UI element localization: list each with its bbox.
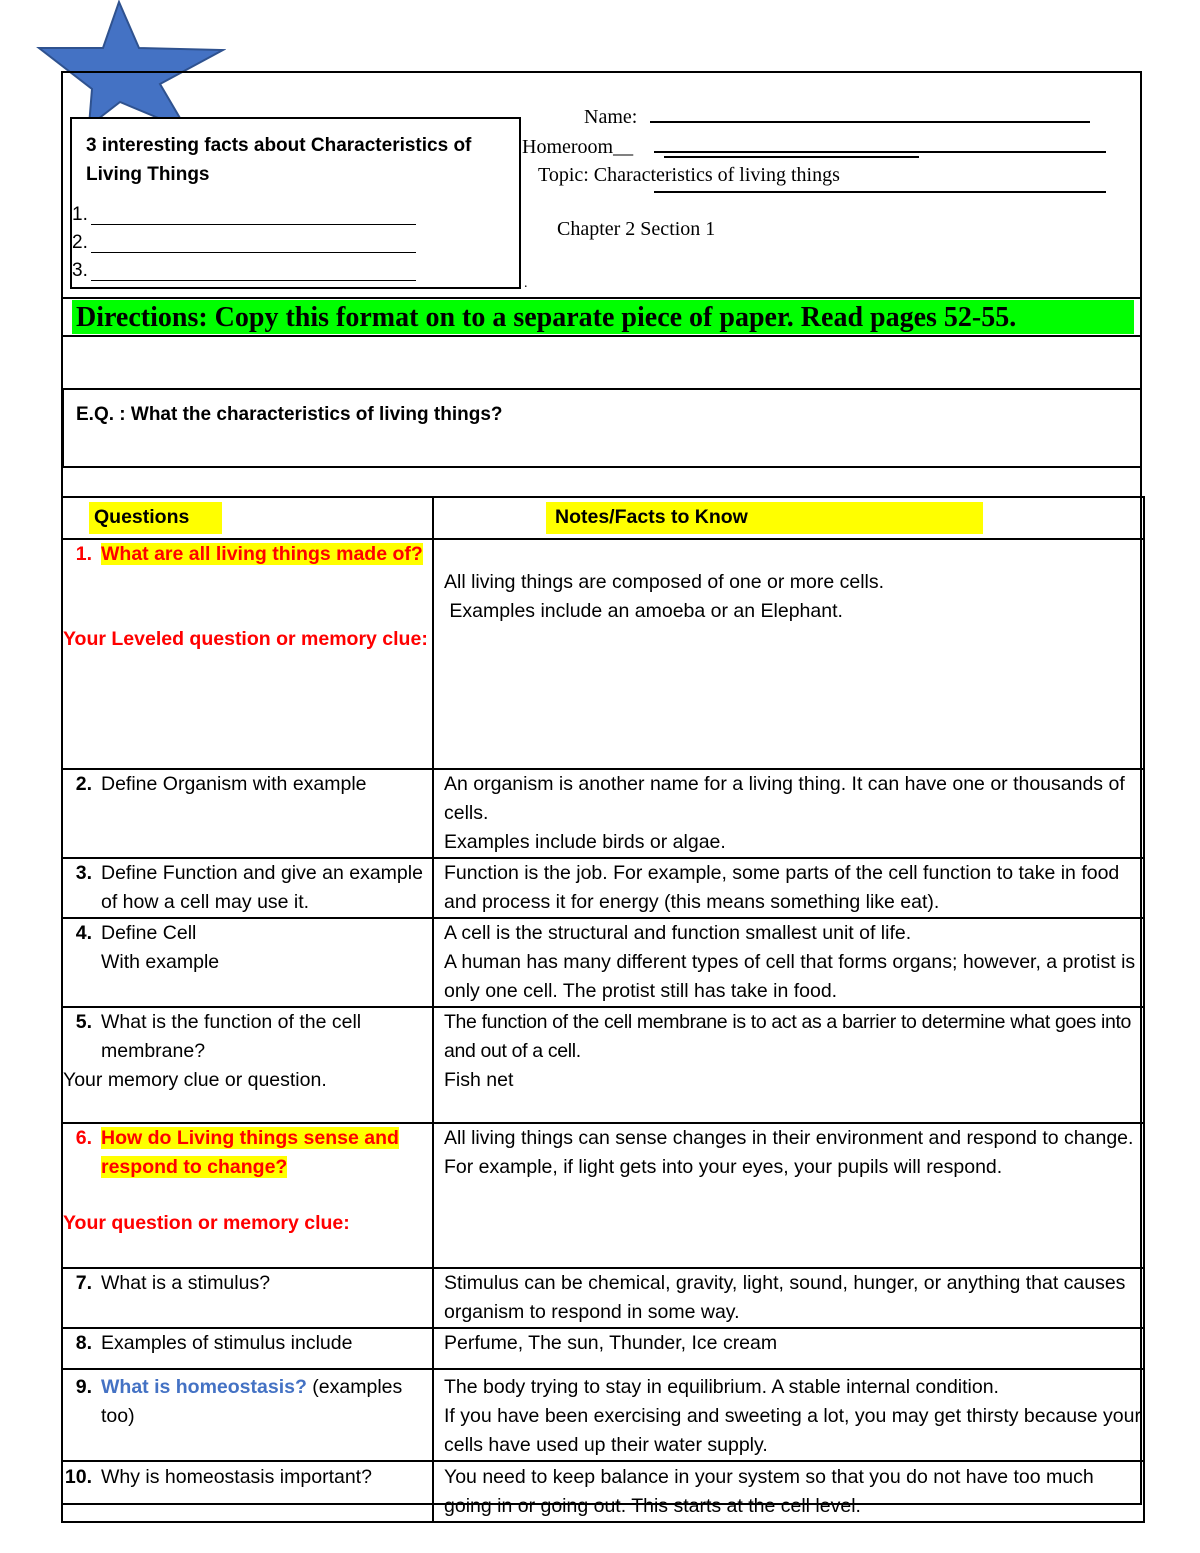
homeroom-field[interactable] xyxy=(654,151,1106,153)
directions-banner xyxy=(62,297,1141,337)
essential-question: E.Q. : What the characteristics of living things? xyxy=(76,404,503,425)
facts-box xyxy=(70,117,521,289)
question-2: Define Organism with example xyxy=(101,773,367,795)
leveled-question-prompt[interactable]: Your Leveled question or memory clue: xyxy=(63,628,428,650)
question-4-line-1: Define Cell xyxy=(101,922,197,944)
answer-2-line-1: An organism is another name for a living thing. It can have one or thousands of cells. xyxy=(444,773,1125,824)
memory-clue-prompt[interactable]: Your memory clue or question. xyxy=(63,1069,327,1091)
question-9: What is homeostasis? xyxy=(101,1376,307,1398)
facts-box-title: 3 interesting facts about Characteristics of Living Things xyxy=(86,135,472,185)
table-row: 10. Why is homeostasis important? You need to keep balance in your system so that you do not have too much going in or going out. This starts at the cell level. xyxy=(62,1461,1144,1522)
question-4-line-2: With example xyxy=(101,951,220,973)
directions-text: Directions: Copy this format on to a separate piece of paper. Read pages 52-55. xyxy=(76,302,1017,333)
table-row: 7. What is a stimulus? Stimulus can be chemical, gravity, light, sound, hunger, or anything that causes organism to respond in some way. xyxy=(62,1268,1144,1328)
period-mark: . xyxy=(524,276,528,291)
question-8: Examples of stimulus include xyxy=(101,1332,353,1354)
homeroom-underline xyxy=(664,156,919,158)
answer-4-line-1: A cell is the structural and function smallest unit of life. xyxy=(444,922,912,944)
answer-5-line-2: Fish net xyxy=(444,1069,514,1091)
answer-10: You need to keep balance in your system so that you do not have too much going in or going out. This starts at the cell level. xyxy=(444,1466,1094,1517)
table-row: 3. Define Function and give an example of how a cell may use it. Function is the job. For example, some parts of the cell function to take in food and process it for energy (this means something like eat). xyxy=(62,858,1144,918)
question-6: How do Living things sense and respond to change? xyxy=(101,1127,399,1178)
table-row: 6. How do Living things sense and respond to change? Your question or memory clue: All living things can sense changes in their environment and respond to change. For example, if light gets into your eyes, your pupils will respond. xyxy=(62,1123,1144,1268)
question-1: What are all living things made of? xyxy=(101,543,423,565)
answer-9-line-1: The body trying to stay in equilibrium. A stable internal condition. xyxy=(444,1376,999,1398)
table-row: 1. What are all living things made of? Your Leveled question or memory clue: All living things are composed of one or more cells. Examples include an amoeba or an Elephant. xyxy=(62,539,1144,769)
answer-3: Function is the job. For example, some parts of the cell function to take in food and process it for energy (this means something like eat). xyxy=(444,862,1120,913)
notes-header: Notes/Facts to Know xyxy=(555,506,748,528)
fact-line-2[interactable]: 2. xyxy=(72,233,416,253)
answer-1-line-3: Examples include an amoeba or an Elephant. xyxy=(444,600,843,622)
answer-2-line-2: Examples include birds or algae. xyxy=(444,831,726,853)
answer-4-line-2: A human has many different types of cell that forms organs; however, a protist is only one cell. The protist still has take in food. xyxy=(444,951,1136,1002)
answer-1-line-2: All living things are composed of one or more cells. xyxy=(444,571,885,593)
question-10: Why is homeostasis important? xyxy=(101,1466,372,1488)
table-row: 9. What is homeostasis? (examples too) The body trying to stay in equilibrium. A stable internal condition. If you have been exercising and sweeting a lot, you may get thirsty because your cells have used up their water supply. xyxy=(62,1369,1144,1461)
question-3: Define Function and give an example of how a cell may use it. xyxy=(101,862,423,913)
question-9-suffix: (examples too) xyxy=(101,1376,408,1427)
name-field[interactable] xyxy=(650,121,1090,123)
answer-1-line-1 xyxy=(444,540,1143,568)
answer-7: Stimulus can be chemical, gravity, light, sound, hunger, or anything that causes organism to respond in some way. xyxy=(444,1272,1126,1323)
chapter-text: Chapter 2 Section 1 xyxy=(557,218,716,240)
notes-table xyxy=(61,496,1145,1523)
question-5: What is the function of the cell membrane? xyxy=(101,1011,362,1062)
answer-5-line-1: The function of the cell membrane is to act as a barrier to determine what goes into and out of a cell. xyxy=(444,1011,1132,1062)
answer-8: Perfume, The sun, Thunder, Ice cream xyxy=(444,1332,778,1354)
answer-6: All living things can sense changes in their environment and respond to change. For example, if light gets into your eyes, your pupils will respond. xyxy=(444,1127,1134,1178)
table-header-row xyxy=(62,497,1144,539)
fact-line-3[interactable]: 3. xyxy=(72,261,416,281)
table-row: 2. Define Organism with example An organism is another name for a living thing. It can have one or thousands of cells. Examples include birds or algae. xyxy=(62,769,1144,858)
answer-9-line-2: If you have been exercising and sweeting a lot, you may get thirsty because your cells have used up their water supply. xyxy=(444,1405,1141,1456)
fact-line-1[interactable]: 1. xyxy=(72,205,416,225)
table-row: 8. Examples of stimulus include Perfume, The sun, Thunder, Ice cream xyxy=(62,1328,1144,1369)
topic-underline xyxy=(654,191,1106,193)
table-row: 5. What is the function of the cell membrane? Your memory clue or question. The function of the cell membrane is to act as a barrier to determine what goes into and out of a cell. Fish net xyxy=(62,1007,1144,1123)
name-label: Name: xyxy=(584,106,638,128)
homeroom-label: Homeroom__ xyxy=(522,136,634,158)
essential-question-box xyxy=(62,388,1142,468)
table-row: 4. Define Cell With example A cell is the structural and function smallest unit of life. A human has many different types of cell that forms organs; however, a protist is only one cell. The protist still has take in food. xyxy=(62,918,1144,1007)
question-7: What is a stimulus? xyxy=(101,1272,271,1294)
questions-header: Questions xyxy=(94,506,190,528)
question-memory-clue-prompt[interactable]: Your question or memory clue: xyxy=(63,1212,350,1234)
topic-text: Topic: Characteristics of living things xyxy=(538,164,840,186)
